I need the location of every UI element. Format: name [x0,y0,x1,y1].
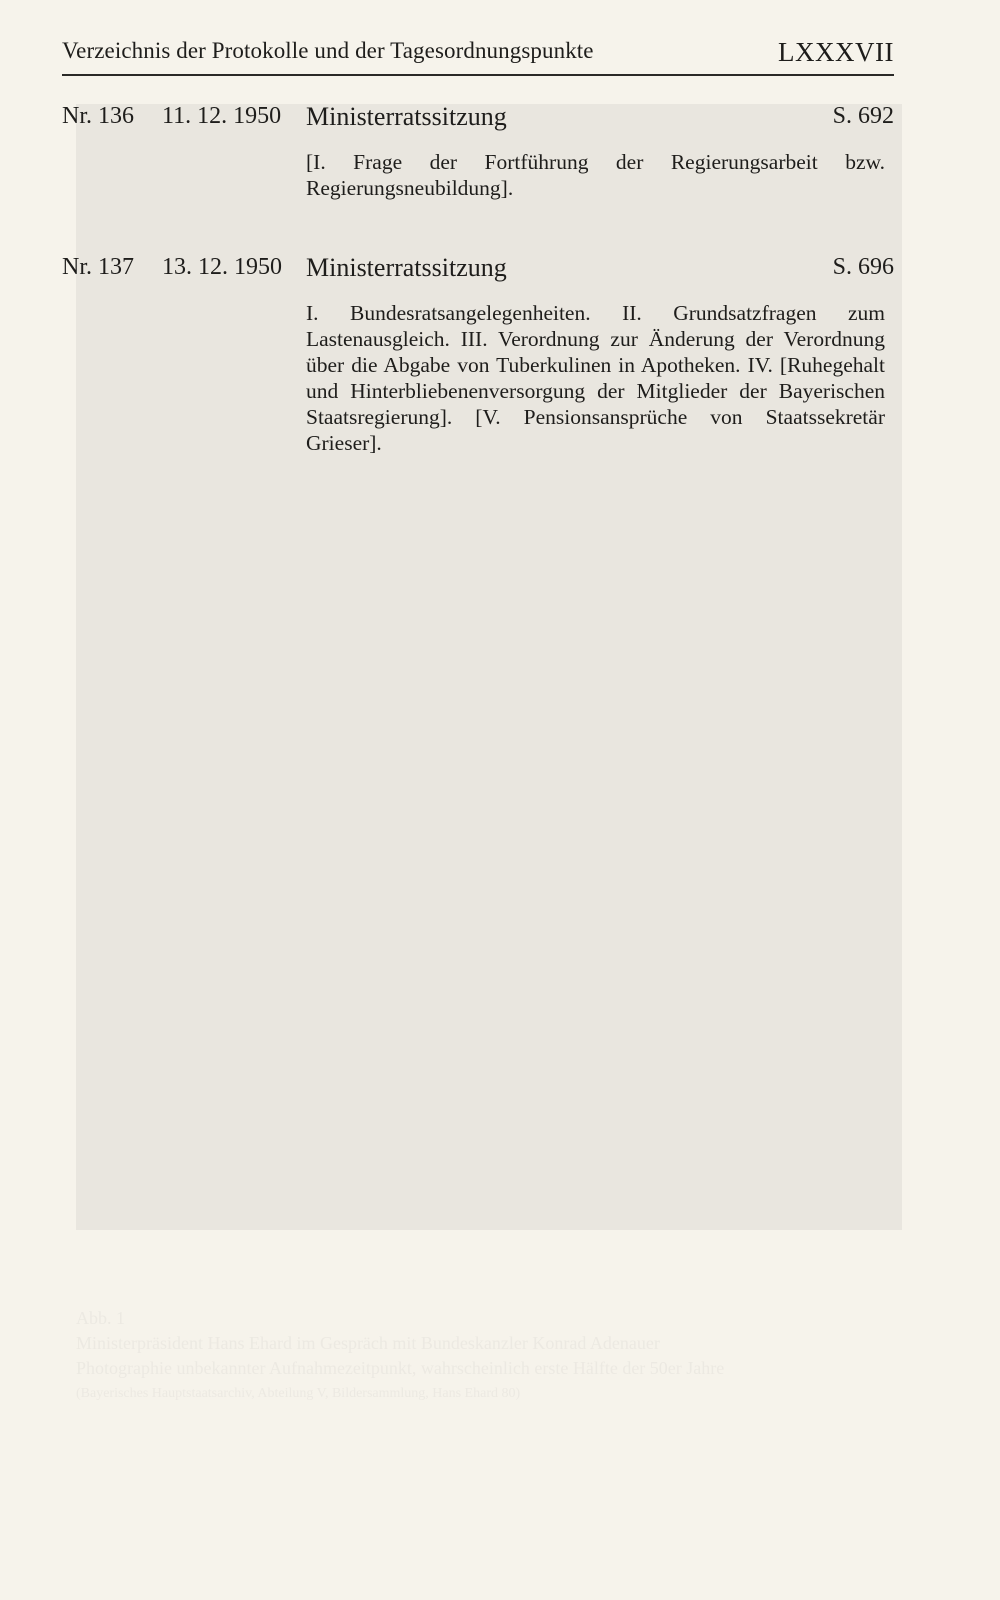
entry-title: Ministerratssitzung [306,102,507,131]
entry-date: 11. 12. 1950 [162,103,282,129]
caption-line: Abb. 1 [76,1308,125,1328]
entry-title: Ministerratssitzung [306,253,507,282]
entry-number: Nr. 136 [62,103,134,129]
entry-page-reference: S. 696 [832,254,894,280]
entry-page-reference: S. 692 [832,103,894,129]
entry-agenda: [I. Frage der Fortführung der Regierungsarbeit bzw. Regierungsneubildung]. [306,150,885,200]
caption-line: Ministerpräsident Hans Ehard im Gespräch mit Bundeskanzler Konrad Adenauer [76,1333,660,1353]
page-number: LXXXVII [778,37,894,67]
caption-line: Photographie unbekannter Aufnahmezeitpunkt, wahrscheinlich erste Hälfte der 50er Jahre [76,1358,725,1378]
running-header-title: Verzeichnis der Protokolle und der Tagesordnungspunkte [62,38,594,63]
bleed-through-caption [76,1306,896,1406]
caption-line: (Bayerisches Hauptstaatsarchiv, Abteilung V, Bildersammlung, Hans Ehard 80) [76,1386,521,1401]
entry-agenda: I. Bundesratsangelegenheiten. II. Grundsatzfragen zum Lastenausgleich. III. Verordnung zur Änderung der Verordnung über die Abgabe von Tuberkulinen in Apotheken. IV. [Ruhegehalt und Hinterbliebenenversorgung der Mitglieder der Bayerischen Staatsregierung]. [V. Pensionsansprüche von Staatssekretär Grieser]. [306,301,885,455]
running-header [62,38,894,76]
entry-number: Nr. 137 [62,254,134,280]
entry-date: 13. 12. 1950 [162,254,282,280]
